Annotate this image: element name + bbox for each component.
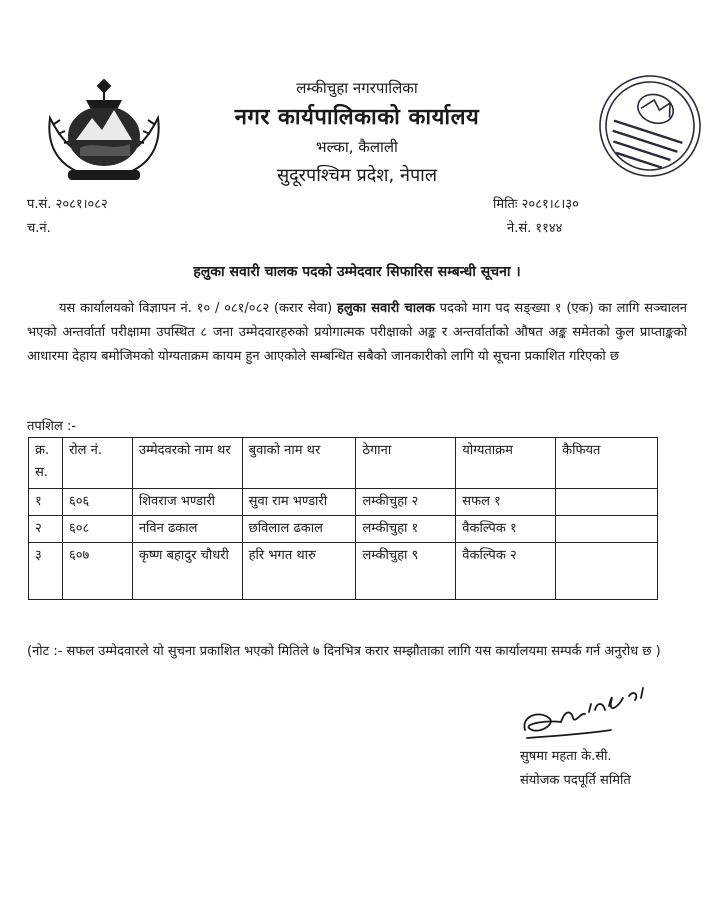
signatory-title: संयोजक पदपूर्ति समिति xyxy=(520,773,631,788)
cell-roll: ६०७ xyxy=(62,543,132,600)
table-row xyxy=(29,543,658,600)
cell-roll: ६०६ xyxy=(62,489,132,516)
cell-candidate: शिवराज भण्डारी xyxy=(132,489,242,516)
cell-merit: वैकल्पिक २ xyxy=(456,543,556,600)
cell-address: लम्कीचुहा २ xyxy=(356,489,456,516)
cell-father: हरि भगत थारु xyxy=(242,543,356,600)
body-text-part2: पदको माग पद सङ्ख्या १ (एक) का लागि सञ्चालन भएको अन्तर्वार्ता परीक्षामा उपस्थित ८ जना उम्मेदवारहरुको प्रयोगात्मक परीक्षाको अङ्क र अन्तर्वार्ताको औषत अङ्क समेतको कुल प्राप्ताङ्कको आधारमा देहाय बमोजिमको योग्यताक्रम कायम हुन आएकोले सम्बन्धित सबैको जानकारीको लागि यो सूचना प्रकाशित गरिएको छ xyxy=(27,301,687,364)
cell-address: लम्कीचुहा ९ xyxy=(356,543,456,600)
details-label: तपशिल :- xyxy=(27,419,77,434)
cell-remarks xyxy=(556,516,658,543)
cell-candidate: कृष्ण बहादुर चौधरी xyxy=(132,543,242,600)
post-name: हलुका सवारी चालक xyxy=(336,301,435,316)
cell-candidate: नविन ढकाल xyxy=(132,516,242,543)
cell-remarks xyxy=(556,543,658,600)
signature-icon xyxy=(515,680,655,744)
col-header-remarks: कैफियत xyxy=(556,438,658,489)
col-header-merit: योग्यताक्रम xyxy=(456,438,556,489)
signatory-name: सुषमा महता के.सी. xyxy=(520,749,612,764)
cell-serial: २ xyxy=(29,516,63,543)
cell-father: छविलाल ढकाल xyxy=(242,516,356,543)
table-row xyxy=(29,516,658,543)
notice-subject: हलुका सवारी चालक पदको उम्मेदवार सिफारिस सम्बन्धी सूचना । xyxy=(193,264,521,280)
col-header-roll: रोल नं. xyxy=(62,438,132,489)
col-header-serial: क्र. स. xyxy=(29,438,63,489)
table-row xyxy=(29,489,658,516)
note-text: (नोट :- सफल उम्मेदवारले यो सुचना प्रकाशित भएको मितिले ७ दिनभित्र करार सम्झौताका लागि यस कार्यालयमा सम्पर्क गर्न अनुरोध छ ) xyxy=(27,644,661,659)
table-header-row xyxy=(29,438,658,489)
cell-address: लम्कीचुहा १ xyxy=(356,516,456,543)
cell-father: सुवा राम भण्डारी xyxy=(242,489,356,516)
office-title: नगर कार्यपालिकाको कार्यालय xyxy=(234,105,480,130)
cell-serial: १ xyxy=(29,489,63,516)
municipality-name: लम्कीचुहा नगरपालिका xyxy=(296,79,418,97)
reference-number: प.सं. २०८१।०८२ xyxy=(27,197,108,212)
body-text-part1: यस कार्यालयको विज्ञापन नं. १० / ०८१/०८२ (करार सेवा) xyxy=(59,301,337,316)
cell-remarks xyxy=(556,489,658,516)
official-stamp-icon xyxy=(594,70,706,182)
dispatch-number: च.नं. xyxy=(27,221,51,236)
col-header-father: बुवाको नाम थर xyxy=(242,438,356,489)
cell-merit: सफल १ xyxy=(456,489,556,516)
cell-roll: ६०८ xyxy=(62,516,132,543)
cell-serial: ३ xyxy=(29,543,63,600)
issue-date: मितिः २०८१।८।३० xyxy=(493,197,579,212)
col-header-address: ठेगाना xyxy=(356,438,456,489)
office-location: भल्का, कैलाली xyxy=(316,138,398,156)
cell-merit: वैकल्पिक १ xyxy=(456,516,556,543)
notice-body xyxy=(27,297,687,369)
candidate-table xyxy=(28,437,658,600)
issue-number: ने.सं. ११४४ xyxy=(507,221,563,236)
province-name: सुदूरपश्चिम प्रदेश, नेपाल xyxy=(276,165,438,186)
col-header-candidate: उम्मेदवरको नाम थर xyxy=(132,438,242,489)
